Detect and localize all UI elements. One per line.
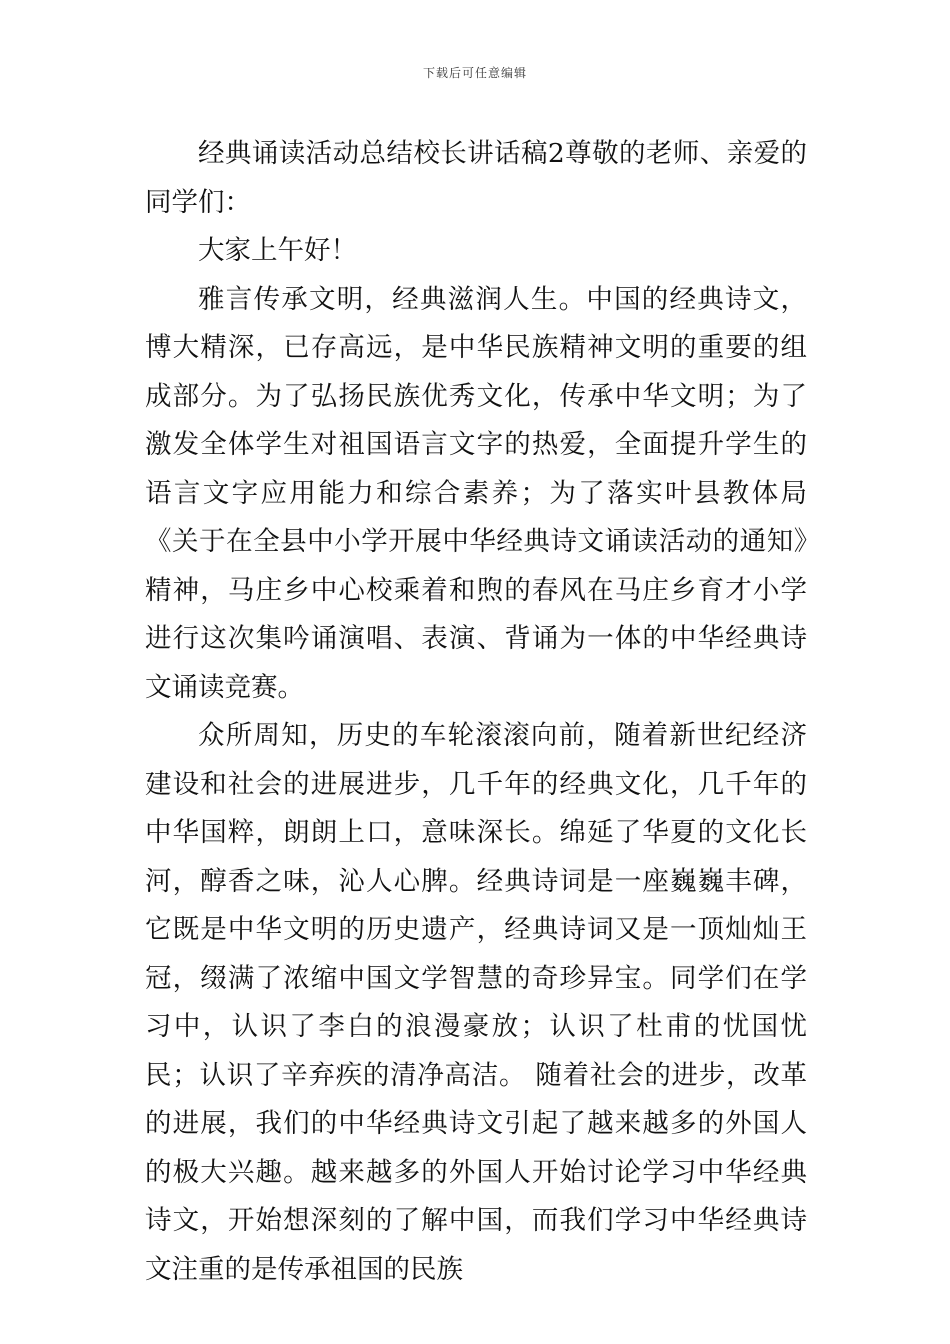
header-note: 下载后可任意编辑 [422, 66, 527, 80]
paragraph-title: 经典诵读活动总结校长讲话稿2尊敬的老师、亲爱的同学们： [145, 138, 807, 218]
paragraph-greeting: 大家上午好！ [198, 235, 357, 266]
paragraph: 众所周知，历史的车轮滚滚向前，随着新世纪经济建设和社会的进展进步，几千年的经典文化，几千年的中华国粹，朗朗上口，意味深长。绵延了华夏的文化长河，醇香之味，沁人心脾。经典诗词是一座巍巍丰碑，它既是中华文明的历史遗产，经典诗词又是一顶灿灿王冠，缀满了浓缩中国文学智慧的奇珍异宝。同学们在学习中，认识了李白的浪漫豪放；认识了杜甫的忧国忧民；认识了辛弃疾的清净高洁。 随着社会的进步，改革的进展，我们的中华经典诗文引起了越来越多的外国人的极大兴趣。越来越多的外国人开始讨论学习中华经典诗文，开始想深刻的了解中国，而我们学习中华经典诗文注重的是传承祖国的民族 [145, 720, 807, 1285]
document-body [145, 130, 807, 1294]
paragraph: 雅言传承文明，经典滋润人生。中国的经典诗文，博大精深，已存高远，是中华民族精神文明的重要的组成部分。为了弘扬民族优秀文化，传承中华文明；为了激发全体学生对祖国语言文字的热爱，全面提升学生的语言文字应用能力和综合素养；为了落实叶县教体局《关于在全县中小学开展中华经典诗文诵读活动的通知》精神，马庄乡中心校乘着和煦的春风在马庄乡育才小学进行这次集吟诵演唱、表演、背诵为一体的中华经典诗文诵读竞赛。 [145, 283, 807, 703]
